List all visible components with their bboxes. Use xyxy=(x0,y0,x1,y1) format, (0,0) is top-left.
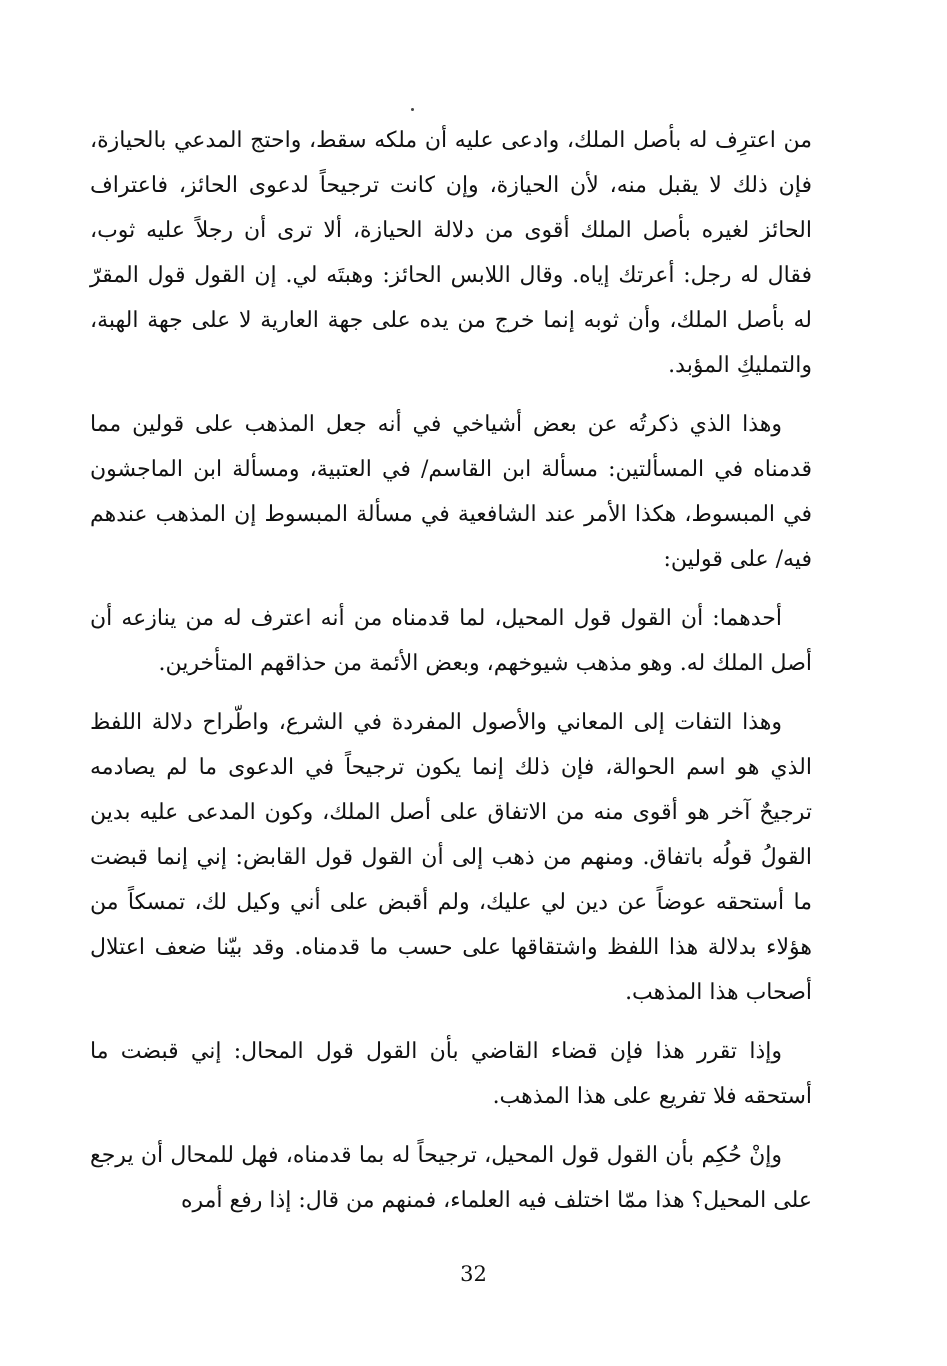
paragraph-4: وهذا التفات إلى المعاني والأصول المفردة في الشرع، واطّراح دلالة اللفظ الذي هو اسم الحوالة، فإن ذلك إنما يكون ترجيحاً في الدعوى ما لم يصادمه ترجيحٌ آخر هو أقوى منه من الاتفاق على أصل الملك، وكون المدعى عليه بدين القولُ قولُه باتفاق. ومنهم من ذهب إلى أن القول قول القابض: إني إنما قبضت ما أستحقه عوضاً عن دين لي عليك، ولم أقبض على أني وكيل لك، تمسكاً من هؤلاء بدلالة هذا اللفظ واشتقاقها على حسب ما قدمناه. وقد بيّنا ضعف اعتلال أصحاب هذا المذهب. xyxy=(90,710,812,1005)
paragraph-6: وإنْ حُكِم بأن القول قول المحيل، ترجيحاً له بما قدمناه، فهل للمحال أن يرجع على المحيل؟ هذا ممّا اختلف فيه العلماء، فمنهم من قال: إذا رفع أمره xyxy=(90,1143,812,1213)
ink-speck xyxy=(411,108,414,111)
paragraph-3: أحدهما: أن القول قول المحيل، لما قدمناه من أنه اعترف له من ينازعه أن أصل الملك له. وهو مذهب شيوخهم، وبعض الأئمة من حذاقهم المتأخرين. xyxy=(90,606,812,676)
paragraph-1: من اعترِف له بأصل الملك، وادعى عليه أن ملكه سقط، واحتج المدعي بالحيازة، فإن ذلك لا يقبل منه، لأن الحيازة، وإن كانت ترجيحاً لدعوى الحائز، فاعتراف الحائز لغيره بأصل الملك أقوى من دلالة الحيازة، ألا ترى أن رجلاً عليه ثوب، فقال له رجل: أعرتك إياه. وقال اللابس الحائز: وهبتَه لي. إن القول قول المقرّ له بأصل الملك، وأن ثوبه إنما خرج من يده على جهة العارية لا على جهة الهبة، والتمليكِ المؤبد. xyxy=(90,128,812,378)
paragraph-5: وإذا تقرر هذا فإن قضاء القاضي بأن القول قول المحال: إني قبضت ما أستحقه فلا تفريع على هذا المذهب. xyxy=(90,1039,812,1109)
page-number: 32 xyxy=(460,1262,487,1286)
body-text xyxy=(90,118,812,1237)
paragraph-2: وهذا الذي ذكرتُه عن بعض أشياخي في أنه جعل المذهب على قولين مما قدمناه في المسألتين: مسألة ابن القاسم/ في العتبية، ومسألة ابن الماجشون في المبسوط، هكذا الأمر عند الشافعية في مسألة المبسوط إن المذهب عندهم فيه/ على قولين: xyxy=(90,412,812,572)
